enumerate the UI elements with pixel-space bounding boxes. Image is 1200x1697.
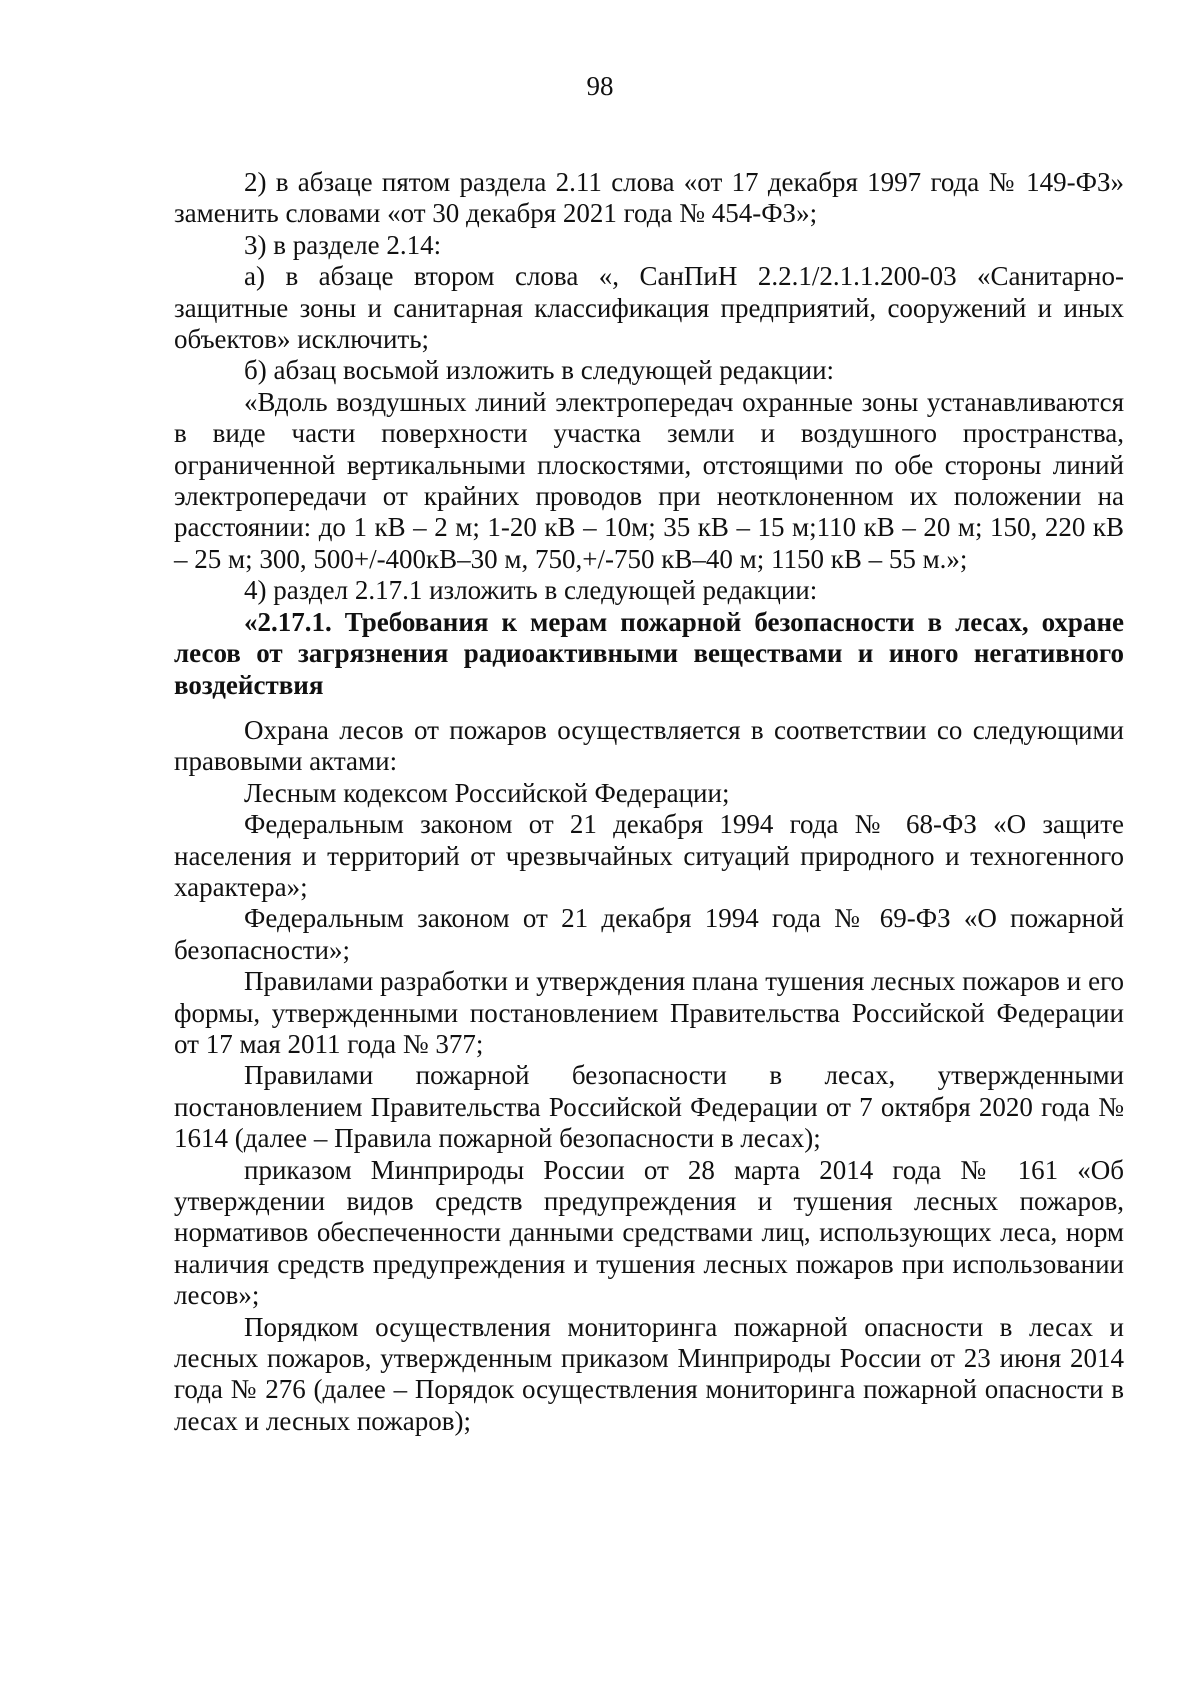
body-paragraph: Федеральным законом от 21 декабря 1994 года № 69-ФЗ «О пожарной безопасности»; <box>174 903 1124 965</box>
section-heading: «2.17.1. Требования к мерам пожарной безопасности в лесах, охране лесов от загрязнения радиоактивными веществами и иного негативного воздействия <box>174 606 1124 700</box>
quoted-paragraph: «Вдоль воздушных линий электропередач охранные зоны устанавливаются в виде части поверхности участка земли и воздушного пространства, ограниченной вертикальными плоскостями, отстоящими по обе стороны линий электропередачи от крайних проводов при неотклоненном их положении на расстоянии: до 1 кВ – 2 м; 1-20 кВ – 10м; 35 кВ – 15 м;110 кВ – 20 м; 150, 220 кВ – 25 м; 300, 500+/-400кВ–30 м, 750,+/-750 кВ–40 м; 1150 кВ – 55 м.»; <box>174 386 1124 574</box>
paragraph-subitem-a: а) в абзаце втором слова «, СанПиН 2.2.1/2.1.1.200-03 «Санитарно-защитные зоны и санитарная классификация предприятий, сооружений и иных объектов» исключить; <box>174 261 1124 355</box>
document-body <box>174 167 1124 1437</box>
body-paragraph: Правилами пожарной безопасности в лесах, утвержденными постановлением Правительства Российской Федерации от 7 октября 2020 года № 1614 (далее – Правила пожарной безопасности в лесах); <box>174 1060 1124 1154</box>
paragraph-item-3: 3) в разделе 2.14: <box>244 229 442 260</box>
page-number: 98 <box>586 71 614 101</box>
paragraph-item-2: 2) в абзаце пятом раздела 2.11 слова «от 17 декабря 1997 года № 149-ФЗ» заменить словами «от 30 декабря 2021 года № 454-ФЗ»; <box>174 167 1124 229</box>
body-paragraph: Порядком осуществления мониторинга пожарной опасности в лесах и лесных пожаров, утвержденным приказом Минприроды России от 23 июня 2014 года № 276 (далее – Порядок осуществления мониторинга пожарной опасности в лесах и лесных пожаров); <box>174 1311 1124 1436</box>
body-paragraph: Федеральным законом от 21 декабря 1994 года № 68-ФЗ «О защите населения и территорий от чрезвычайных ситуаций природного и техногенного характера»; <box>174 809 1124 902</box>
body-paragraph: Лесным кодексом Российской Федерации; <box>244 777 730 808</box>
body-paragraph: Правилами разработки и утверждения плана тушения лесных пожаров и его формы, утвержденными постановлением Правительства Российской Федерации от 17 мая 2011 года № 377; <box>174 966 1124 1059</box>
body-paragraph: приказом Минприроды России от 28 марта 2014 года № 161 «Об утверждении видов средств предупреждения и тушения лесных пожаров, нормативов обеспеченности данными средствами лиц, использующих леса, норм наличия средств предупреждения и тушения лесных пожаров при использовании лесов»; <box>174 1154 1124 1311</box>
body-paragraph: Охрана лесов от пожаров осуществляется в соответствии со следующими правовыми актами: <box>174 714 1124 777</box>
paragraph-subitem-b: б) абзац восьмой изложить в следующей редакции: <box>244 355 835 386</box>
paragraph-item-4: 4) раздел 2.17.1 изложить в следующей редакции: <box>244 575 818 606</box>
